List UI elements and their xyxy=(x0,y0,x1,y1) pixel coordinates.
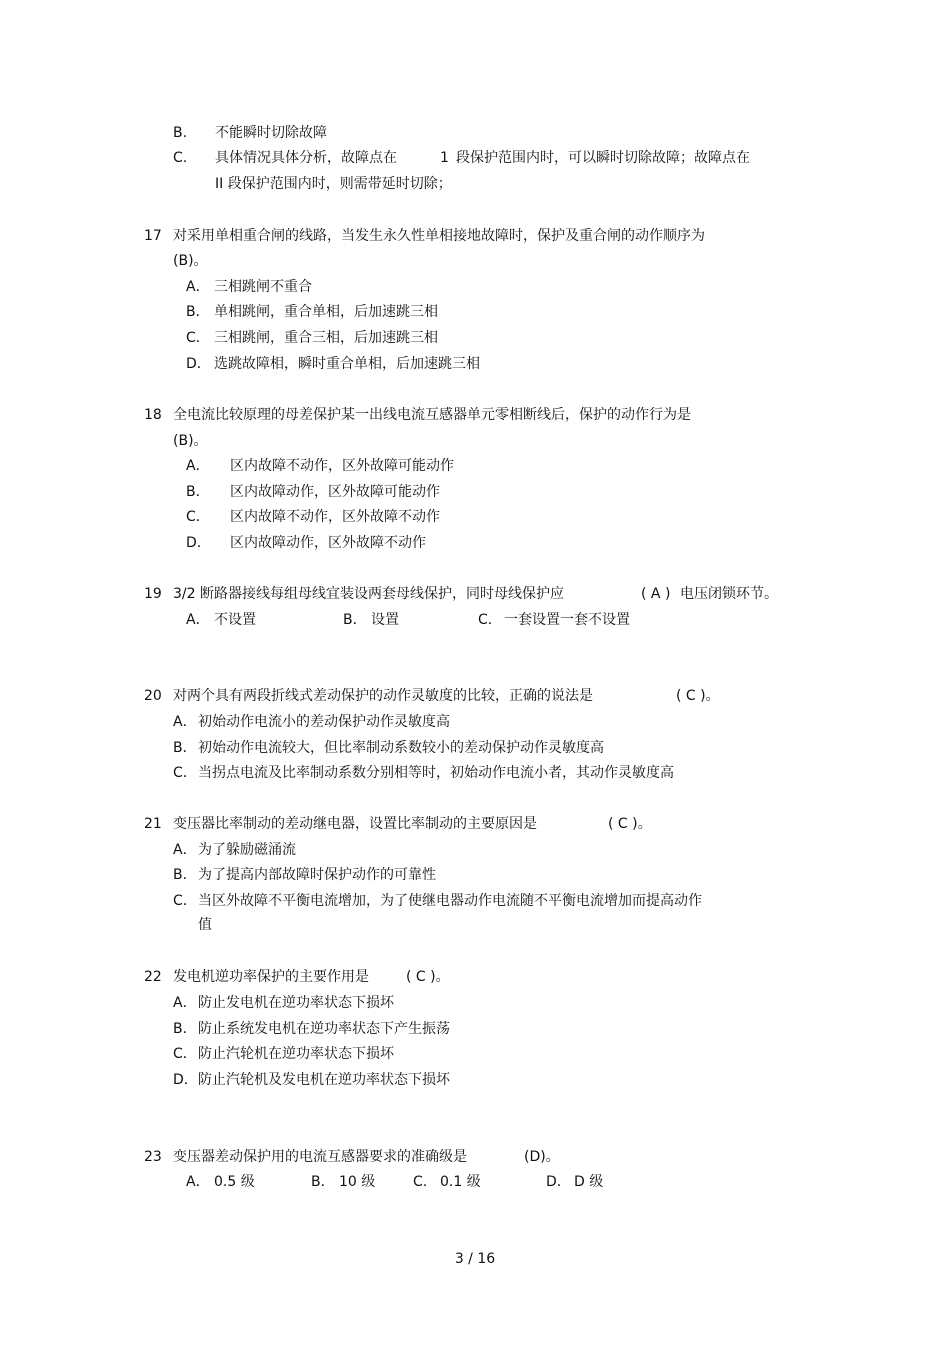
option-text-continued: II 段保护范围内时，则需带延时切除； xyxy=(215,176,452,192)
option-text: 段保护范围内时，可以瞬时切除故障；故障点在 xyxy=(456,150,750,166)
question-stem: 发电机逆功率保护的主要作用是 xyxy=(173,969,369,985)
option-text: 当区外故障不平衡电流增加，为了使继电器动作电流随不平衡电流增加而提高动作 xyxy=(198,893,702,909)
question-answer: (B)。 xyxy=(173,433,208,449)
option-letter: C． xyxy=(173,765,197,781)
option-text: 初始动作电流较大，但比率制动系数较小的差动保护动作灵敏度高 xyxy=(198,740,604,756)
option-letter: D． xyxy=(186,535,211,551)
option-text: 为了提高内部故障时保护动作的可靠性 xyxy=(198,867,436,883)
option-letter: B． xyxy=(173,867,197,883)
option-text: 具体情况具体分析，故障点在 xyxy=(215,150,397,166)
question-answer: ( C )。 xyxy=(676,688,720,704)
option-letter: C． xyxy=(186,330,210,346)
option-text: 防止汽轮机及发电机在逆功率状态下损坏 xyxy=(198,1072,450,1088)
option-letter: A． xyxy=(186,1174,210,1190)
option-letter: A． xyxy=(186,279,210,295)
option-text: 不设置 xyxy=(214,612,256,628)
question-stem: 变压器比率制动的差动继电器，设置比率制动的主要原因是 xyxy=(173,816,537,832)
option-text: 0.5 级 xyxy=(214,1174,255,1190)
option-text: 防止发电机在逆功率状态下损坏 xyxy=(198,995,394,1011)
question-answer: ( C )。 xyxy=(608,816,652,832)
option-text-continued: 值 xyxy=(198,917,212,933)
option-text: 区内故障动作，区外故障不动作 xyxy=(230,535,426,551)
option-text: 设置 xyxy=(371,612,399,628)
question-answer: (B)。 xyxy=(173,253,208,269)
option-text: 区内故障动作，区外故障可能动作 xyxy=(230,484,440,500)
option-letter: B． xyxy=(173,1021,197,1037)
option-letter: D． xyxy=(546,1174,571,1190)
question-stem: 3/2 断路器接线每组母线宜装设两套母线保护，同时母线保护应 xyxy=(173,586,564,602)
question-answer: ( C )。 xyxy=(406,969,450,985)
option-text: D 级 xyxy=(574,1174,604,1190)
question-number: 23 xyxy=(144,1149,162,1165)
option-text: 0.1 级 xyxy=(440,1174,481,1190)
option-letter: A． xyxy=(186,612,210,628)
question-stem: 对两个具有两段折线式差动保护的动作灵敏度的比较，正确的说法是 xyxy=(173,688,593,704)
option-text: 一套设置一套不设置 xyxy=(504,612,630,628)
option-letter: B. xyxy=(173,125,188,141)
option-text: 三相跳闸不重合 xyxy=(214,279,312,295)
option-text: 选跳故障相，瞬时重合单相，后加速跳三相 xyxy=(214,356,480,372)
option-text: 当拐点电流及比率制动系数分别相等时，初始动作电流小者，其动作灵敏度高 xyxy=(198,765,674,781)
question-stem: 变压器差动保护用的电流互感器要求的准确级是 xyxy=(173,1149,467,1165)
option-letter: C． xyxy=(186,509,210,525)
option-text: 防止汽轮机在逆功率状态下损坏 xyxy=(198,1046,394,1062)
option-letter: B． xyxy=(173,740,197,756)
option-letter: B． xyxy=(311,1174,335,1190)
option-text: 1 xyxy=(440,150,449,166)
option-text: 为了躲励磁涌流 xyxy=(198,842,296,858)
page-number: 3 / 16 xyxy=(454,1251,496,1267)
option-text: 单相跳闸，重合单相，后加速跳三相 xyxy=(214,304,438,320)
question-answer: ( A ) xyxy=(641,586,671,602)
option-letter: C． xyxy=(173,1046,197,1062)
option-text: 区内故障不动作，区外故障可能动作 xyxy=(230,458,454,474)
question-stem-end: 电压闭锁环节。 xyxy=(680,586,778,602)
question-number: 22 xyxy=(144,969,162,985)
question-number: 20 xyxy=(144,688,162,704)
option-letter: B． xyxy=(186,304,210,320)
question-number: 17 xyxy=(144,228,162,244)
option-letter: C. xyxy=(173,150,188,166)
option-text: 三相跳闸，重合三相，后加速跳三相 xyxy=(214,330,438,346)
option-letter: B． xyxy=(186,484,210,500)
question-number: 18 xyxy=(144,407,162,423)
option-letter: A． xyxy=(173,995,197,1011)
option-text: 不能瞬时切除故障 xyxy=(215,125,327,141)
question-number: 19 xyxy=(144,586,162,602)
option-letter: C. xyxy=(413,1174,428,1190)
option-text: 初始动作电流小的差动保护动作灵敏度高 xyxy=(198,714,450,730)
question-answer: (D)。 xyxy=(524,1149,560,1165)
option-letter: A． xyxy=(186,458,210,474)
option-letter: B． xyxy=(343,612,367,628)
question-stem: 全电流比较原理的母差保护某一出线电流互感器单元零相断线后，保护的动作行为是 xyxy=(173,407,691,423)
option-text: 10 级 xyxy=(339,1174,376,1190)
option-letter: D． xyxy=(186,356,211,372)
option-letter: C． xyxy=(173,893,197,909)
option-letter: C． xyxy=(478,612,502,628)
question-number: 21 xyxy=(144,816,162,832)
option-letter: A． xyxy=(173,714,197,730)
option-letter: D． xyxy=(173,1072,198,1088)
option-text: 防止系统发电机在逆功率状态下产生振荡 xyxy=(198,1021,450,1037)
option-text: 区内故障不动作，区外故障不动作 xyxy=(230,509,440,525)
option-letter: A． xyxy=(173,842,197,858)
question-stem: 对采用单相重合闸的线路，当发生永久性单相接地故障时，保护及重合闸的动作顺序为 xyxy=(173,228,705,244)
